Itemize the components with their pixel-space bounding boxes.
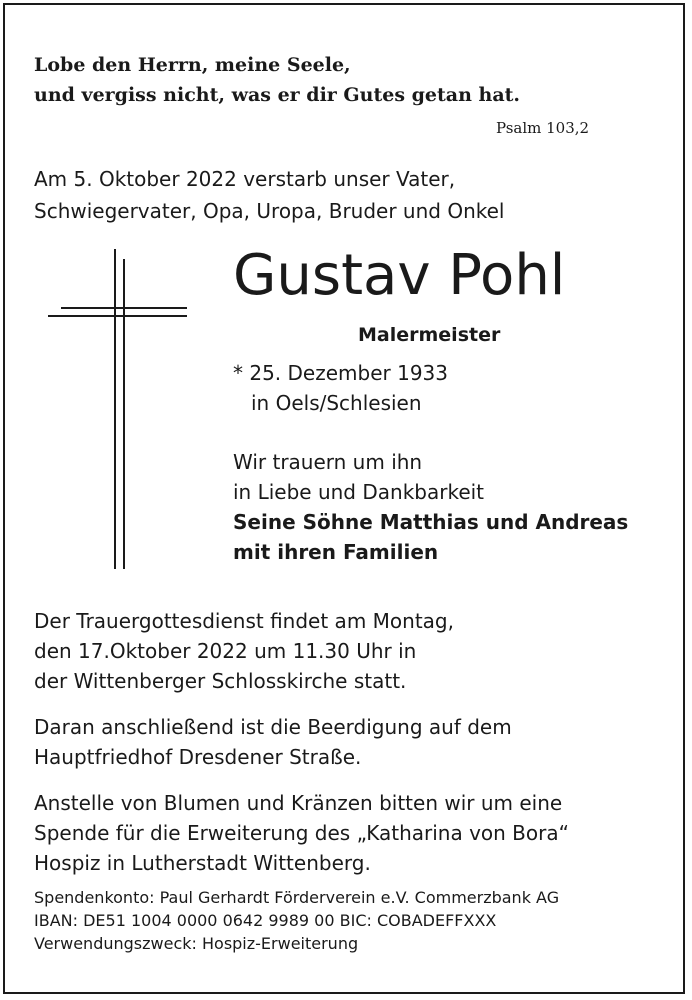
mourning-line-2: in Liebe und Dankbarkeit bbox=[233, 480, 485, 504]
verse-line-2: und vergiss nicht, was er dir Gutes getan hat. bbox=[34, 84, 521, 106]
donation-line-1: Anstelle von Blumen und Kränzen bitten wir um eine bbox=[34, 791, 563, 815]
mourners-families: mit ihren Familien bbox=[233, 540, 439, 564]
account-line-3: Verwendungszweck: Hospiz-Erweiterung bbox=[34, 934, 359, 953]
verse-reference: Psalm 103,2 bbox=[496, 119, 590, 137]
service-line-2: den 17.Oktober 2022 um 11.30 Uhr in bbox=[34, 639, 417, 663]
burial-line-1: Daran anschließend ist die Beerdigung auf dem bbox=[34, 715, 512, 739]
donation-line-2: Spende für die Erweiterung des „Katharina von Bora“ bbox=[34, 821, 569, 845]
obituary-frame bbox=[3, 3, 685, 994]
birth-place: in Oels/Schlesien bbox=[251, 391, 422, 415]
account-line-1: Spendenkonto: Paul Gerhardt Förderverein e.V. Commerzbank AG bbox=[34, 888, 560, 907]
account-line-2: IBAN: DE51 1004 0000 0642 9989 00 BIC: COBADEFFXXX bbox=[34, 911, 497, 930]
mourning-line-1: Wir trauern um ihn bbox=[233, 450, 423, 474]
birth-date: * 25. Dezember 1933 bbox=[233, 361, 448, 385]
service-line-1: Der Trauergottesdienst findet am Montag, bbox=[34, 609, 454, 633]
deceased-name: Gustav Pohl bbox=[233, 243, 566, 308]
mourners-sons: Seine Söhne Matthias und Andreas bbox=[233, 510, 629, 534]
service-line-3: der Wittenberger Schlosskirche statt. bbox=[34, 669, 407, 693]
occupation: Malermeister bbox=[358, 324, 501, 346]
intro-line-2: Schwiegervater, Opa, Uropa, Bruder und Onkel bbox=[34, 199, 505, 223]
verse-line-1: Lobe den Herrn, meine Seele, bbox=[34, 54, 351, 76]
donation-line-3: Hospiz in Lutherstadt Wittenberg. bbox=[34, 851, 371, 875]
intro-line-1: Am 5. Oktober 2022 verstarb unser Vater, bbox=[34, 167, 456, 191]
burial-line-2: Hauptfriedhof Dresdener Straße. bbox=[34, 745, 362, 769]
